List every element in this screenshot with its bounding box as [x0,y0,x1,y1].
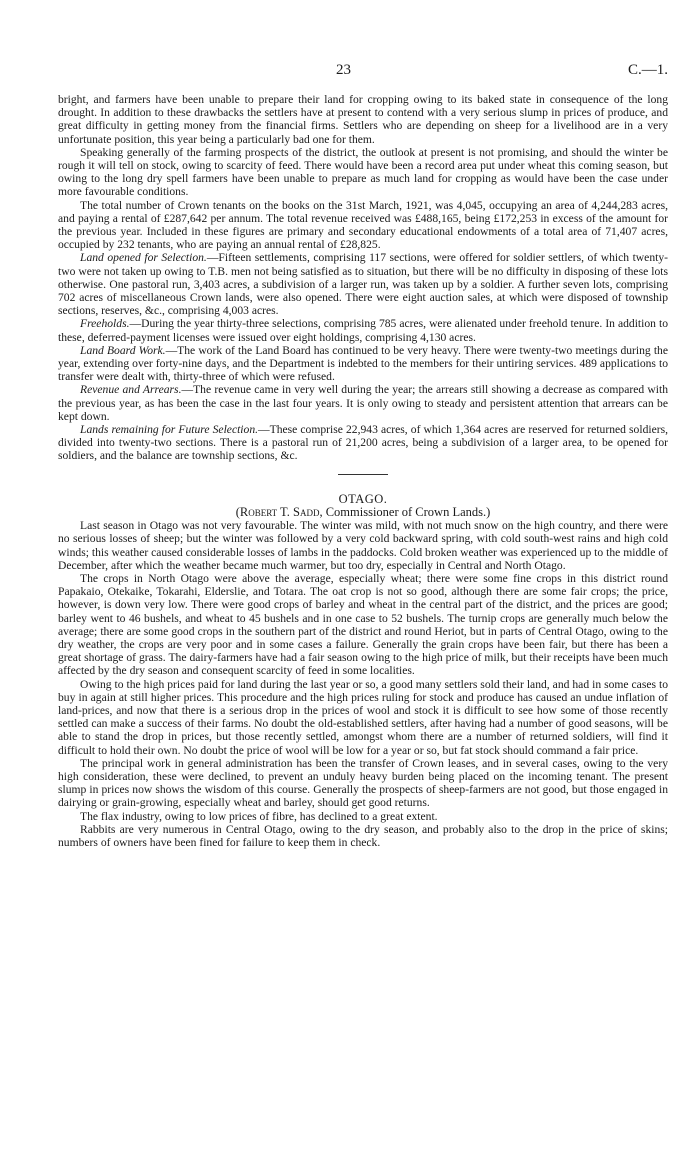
paragraph: The crops in North Otago were above the average, especially wheat; there were some fine crops in this district round Papakaio, Otekaike, Tokarahi, Elderslie, and Totara. The oat crop is not so good, although there are some fair crops; the price, however, is down very low. There were good crops of barley and wheat in the central part of the district, and the prices are good; barley went to 46 bushels, and wheat to 45 bushels and in one case to 52 bushels. The turnip crops are generally much below the average; there are some good crops in the southern part of the district and round Heriot, but in parts of Central Otago, owing to the dry weather, the crops are very poor and in some cases a failure. Generally the grain crops have been fair, but there has been a great shortage of grass. The dairy-farmers have had a fair season owing to the high price of milk, but their receipts have been much affected by the dry season and consequent scarcity of feed in some localities. [58,571,668,678]
document-reference: C.—1. [627,62,668,78]
paragraph: Last season in Otago was not very favourable. The winter was mild, with not much snow on the high country, and there were no serious losses of sheep; but the winter was followed by a very cold backward spring, with cold south-west rains and high cold winds; this weather caused considerable losses of lambs in the paddocks. Cold broken weather was experienced up to the middle of December, after which the weather became much warmer, but too dry, especially in Central and North Otago. [58,519,668,572]
side-heading: Freeholds. [80,317,130,331]
commissioner-name: Robert T. Sadd [239,504,320,519]
paragraph: Freeholds.—During the year thirty-three selections, comprising 785 acres, were alienated under freehold tenure. In addition to these, deferred-payment licenses were issued over eight holdings, comprising 4,130 acres. [58,317,668,344]
paragraph: The flax industry, owing to low prices of fibre, has declined to a great extent. [80,809,438,823]
page-body [58,93,668,849]
paragraph: Owing to the high prices paid for land during the last year or so, a good many settlers sold their land, and had in some cases to buy in again at still higher prices. This procedure and the high prices ruling for stock and produce has caused an undue inflation of land-prices, and now that there is a serious drop in the prices of wool and stock it is difficult to see how some of those recently settled can make a success of their farms. No doubt the old-established settlers, after having had a number of good seasons, will be able to stand the drop in prices, but those recently settled, amongst whom there are a number of returned soldiers, will find it difficult to hold their own. No doubt the price of wool will be low for a year or so, but fat stock should command a fair price. [58,677,668,757]
paragraph: bright, and farmers have been unable to prepare their land for cropping owing to its baked state in consequence of the long drought. In addition to these drawbacks the settlers have at present to contend with a very serious slump in prices of produce, and great difficulty in getting money from the financial firms. Settlers who are depending on sheep for a livelihood are in a very unfortunate position, this year being a particularly bad one for them. [58,93,668,146]
paragraph: Revenue and Arrears.—The revenue came in very well during the year; the arrears still showing a decrease as compared with the previous year, as has been the case in the last four years. It is only owing to steady and persistent attention that arrears can be kept down. [58,383,668,423]
side-heading: Revenue and Arrears. [80,383,182,397]
paragraph: Land opened for Selection.—Fifteen settlements, comprising 117 sections, were offered for soldier settlers, of which twenty-two were not taken up owing to T.B. men not being satisfied as to situation, but there will be no difficulty in disposing of these lots otherwise. One pastoral run, 3,403 acres, a subdivision of a larger run, was taken up by a soldier. A further seven lots, comprising 702 acres of miscellaneous Crown lands, were also opened. There were eight auction sales, at which were disposed of township sections, reserves, &c., comprising 4,003 acres. [58,251,669,318]
section-divider [338,474,388,475]
paragraph: Speaking generally of the farming prospects of the district, the outlook at present is not promising, and should the winter be rough it will tell on stock, owing to scarcity of feed. There would have been a record area put under wheat this coming season, but owing to the long dry spell farmers have been unable to prepare as much land for cropping as would have been the case under more favourable conditions. [58,145,668,199]
side-heading: Lands remaining for Future Selection. [80,423,259,437]
section-title: OTAGO. [338,491,388,506]
paragraph: The principal work in general administration has been the transfer of Crown leases, and in several cases, owing to the very high consideration, these were declined, to prevent an unduly heavy burden being placed on the incoming tenant. The present slump in prices now shows the wisdom of this course. Generally the prospects of sheep-farmers are not good, but those engaged in dairying or grain-growing, especially wheat and barley, should get good returns. [58,756,668,810]
side-heading: Land Board Work. [80,343,166,357]
page-number: 23 [336,62,351,78]
paragraph: Rabbits are very numerous in Central Otago, owing to the dry season, and probably also to the drop in the price of skins; numbers of owners have been fined for failure to keep them in check. [58,822,668,849]
paragraph: Land Board Work.—The work of the Land Board has continued to be very heavy. There were twenty-two meetings during the year, extending over forty-nine days, and the Department is indebted to the members for their untiring services. 489 applications to transfer were dealt with, thirty-three of which were refused. [58,343,668,384]
side-heading: Land opened for Selection. [80,251,207,265]
paragraph: The total number of Crown tenants on the books on the 31st March, 1921, was 4,045, occupying an area of 4,244,283 acres, and paying a rental of £287,642 per annum. The total revenue received was £488,165, being £172,253 in excess of the amount for the previous year. Included in these figures are primary and secondary educational endowments of a total area of 71,407 acres, occupied by 232 tenants, who are paying an annual rental of £28,825. [58,198,668,252]
paragraph: Lands remaining for Future Selection.—These comprise 22,943 acres, of which 1,364 acres are reserved for returned soldiers, divided into twenty-two sections. There is a pastoral run of 21,200 acres, being a subdivision of a larger area, to be opened for soldiers, and the balance are township sections, &c. [58,423,669,463]
section-subtitle: (Robert T. Sadd, Commissioner of Crown Lands.) [235,504,491,519]
